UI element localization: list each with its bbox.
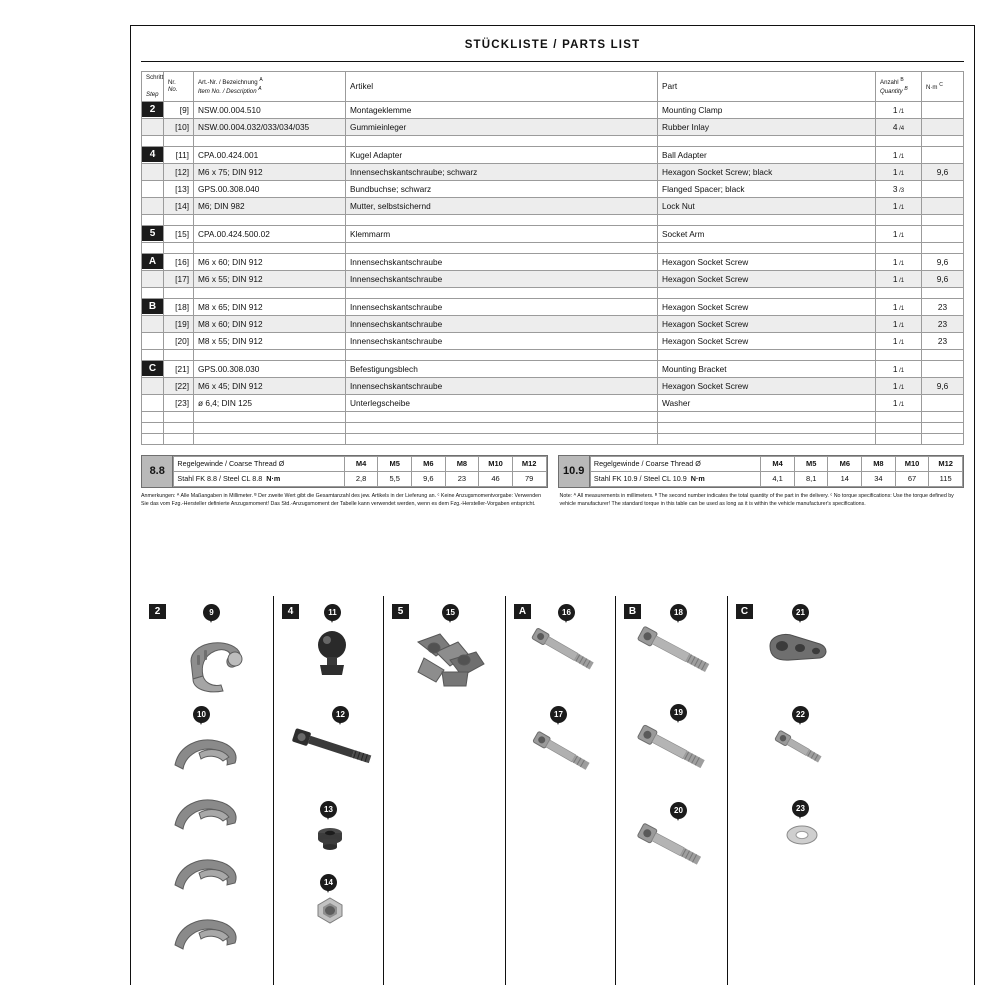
part-image-rubber-inlay-4	[169, 911, 245, 963]
row-quantity: 1 /1	[876, 146, 922, 163]
header-no: Nr. No.	[164, 72, 194, 102]
row-step	[142, 225, 164, 242]
row-item-no: [22]	[164, 377, 194, 394]
part-bubble-17: 17	[550, 706, 567, 723]
row-step	[142, 298, 164, 315]
row-quantity: 1 /1	[876, 332, 922, 349]
part-bubble-10: 10	[193, 706, 210, 723]
part-image-flanged-spacer	[312, 824, 348, 854]
table-spacer-row	[142, 214, 964, 225]
part-image-rubber-inlay-1	[169, 731, 245, 783]
step-badge: A	[142, 254, 163, 269]
table-row	[142, 146, 964, 163]
row-part: Hexagon Socket Screw	[658, 332, 876, 349]
header-torque: N·m $^C$	[922, 72, 964, 102]
table-row	[142, 360, 964, 377]
table-spacer-row	[142, 287, 964, 298]
steel-label-8-8: Stahl FK 8.8 / Steel CL 8.8 N·m	[174, 471, 344, 486]
torque-10-9-0: 4,1	[761, 471, 795, 486]
row-quantity: 1 /1	[876, 394, 922, 411]
row-article-no: NSW.00.004.032/033/034/035	[194, 118, 346, 135]
row-torque	[922, 197, 964, 214]
thread-10-9-5: M12	[929, 456, 963, 471]
table-row	[142, 118, 964, 135]
thread-label-8-8: Regelgewinde / Coarse Thread Ø	[174, 456, 344, 471]
torque-class-10-9: 10.9	[559, 456, 590, 487]
thread-8-8-4: M10	[479, 456, 513, 471]
part-image-screw-m6x75	[284, 724, 380, 770]
row-quantity: 4 /4	[876, 118, 922, 135]
row-step	[142, 180, 164, 197]
part-bubble-16: 16	[558, 604, 575, 621]
steel-label-10-9: Stahl FK 10.9 / Steel CL 10.9 N·m	[590, 471, 760, 486]
step-badge: 5	[142, 226, 163, 241]
row-article-no: CPA.00.424.500.02	[194, 225, 346, 242]
row-artikel: Innensechskantschraube	[346, 315, 658, 332]
row-part: Lock Nut	[658, 197, 876, 214]
table-row	[142, 163, 964, 180]
row-item-no: [21]	[164, 360, 194, 377]
row-artikel: Unterlegscheibe	[346, 394, 658, 411]
row-item-no: [14]	[164, 197, 194, 214]
row-quantity: 1 /1	[876, 298, 922, 315]
row-step	[142, 163, 164, 180]
table-row	[142, 394, 964, 411]
torque-8-8-4: 46	[479, 471, 513, 486]
row-artikel: Klemmarm	[346, 225, 658, 242]
torque-table-10-9	[558, 455, 965, 488]
row-article-no: GPS.00.308.030	[194, 360, 346, 377]
step-badge-4: 4	[282, 604, 299, 619]
row-step	[142, 377, 164, 394]
header-article-no: Art.-Nr. / Bezeichnung $^A$ Item No. / Description $^A$	[194, 72, 346, 102]
row-torque: 9,6	[922, 377, 964, 394]
step-badge: 4	[142, 147, 163, 162]
row-item-no: [11]	[164, 146, 194, 163]
row-article-no: M6 x 55; DIN 912	[194, 270, 346, 287]
row-artikel: Innensechskantschraube	[346, 332, 658, 349]
header-part: Part	[658, 72, 876, 102]
row-article-no: M6 x 75; DIN 912	[194, 163, 346, 180]
row-part: Hexagon Socket Screw	[658, 298, 876, 315]
row-artikel: Befestigungsblech	[346, 360, 658, 377]
row-torque	[922, 394, 964, 411]
table-spacer-row	[142, 135, 964, 146]
thread-label-10-9: Regelgewinde / Coarse Thread Ø	[590, 456, 760, 471]
part-bubble-15: 15	[442, 604, 459, 621]
parts-table	[141, 71, 964, 445]
torque-10-9-2: 14	[828, 471, 862, 486]
row-step	[142, 332, 164, 349]
torque-8-8-0: 2,8	[344, 471, 378, 486]
illustration-column-2	[141, 596, 273, 985]
title-divider	[141, 61, 964, 62]
row-artikel: Innensechskantschraube	[346, 298, 658, 315]
torque-grid-10-9	[590, 456, 963, 487]
row-item-no: [16]	[164, 253, 194, 270]
footnote-en: Note: ᴬ All measurements in millimeters. ᴮ The second number indicates the total quantity of the part in the delivery. ᶜ No torque specifications: Use the torque defined by vehicle manufacturer! The standard torque in this table can be used as long as it is within the vehicle manufacturer's specifications.	[559, 492, 954, 507]
row-quantity: 1 /1	[876, 197, 922, 214]
row-step	[142, 197, 164, 214]
row-torque: 9,6	[922, 163, 964, 180]
row-quantity: 1 /1	[876, 225, 922, 242]
row-part: Mounting Bracket	[658, 360, 876, 377]
row-step	[142, 146, 164, 163]
table-spacer-row	[142, 433, 964, 444]
table-row	[142, 253, 964, 270]
part-bubble-9: 9	[203, 604, 220, 621]
row-torque	[922, 180, 964, 197]
row-step	[142, 394, 164, 411]
thread-10-9-3: M8	[862, 456, 896, 471]
table-spacer-row	[142, 411, 964, 422]
header-quantity: Anzahl $^B$ Quantity $^B$	[876, 72, 922, 102]
illustration-column-4	[273, 596, 383, 985]
illustration-column-A	[505, 596, 615, 985]
row-step	[142, 253, 164, 270]
row-quantity: 1 /1	[876, 315, 922, 332]
row-item-no: [20]	[164, 332, 194, 349]
part-bubble-13: 13	[320, 801, 337, 818]
row-step	[142, 315, 164, 332]
row-part: Hexagon Socket Screw	[658, 253, 876, 270]
row-item-no: [12]	[164, 163, 194, 180]
row-torque: 23	[922, 315, 964, 332]
document-frame	[130, 25, 975, 985]
torque-tables	[141, 455, 964, 488]
table-row	[142, 101, 964, 118]
thread-8-8-1: M5	[378, 456, 412, 471]
row-quantity: 1 /1	[876, 360, 922, 377]
torque-class-8-8: 8.8	[142, 456, 173, 487]
thread-10-9-1: M5	[794, 456, 828, 471]
table-spacer-row	[142, 242, 964, 253]
row-article-no: M6 x 45; DIN 912	[194, 377, 346, 394]
part-bubble-20: 20	[670, 802, 687, 819]
row-step	[142, 360, 164, 377]
part-bubble-18: 18	[670, 604, 687, 621]
row-article-no: M6; DIN 982	[194, 197, 346, 214]
row-article-no: M8 x 60; DIN 912	[194, 315, 346, 332]
parts-table-header	[142, 72, 964, 102]
row-article-no: CPA.00.424.001	[194, 146, 346, 163]
row-artikel: Innensechskantschraube	[346, 377, 658, 394]
part-image-screw-m8x65	[626, 626, 726, 678]
torque-8-8-3: 23	[445, 471, 479, 486]
part-bubble-19: 19	[670, 704, 687, 721]
row-artikel: Innensechskantschraube	[346, 253, 658, 270]
row-item-no: [9]	[164, 101, 194, 118]
row-torque: 23	[922, 332, 964, 349]
part-bubble-22: 22	[792, 706, 809, 723]
row-article-no: ø 6,4; DIN 125	[194, 394, 346, 411]
thread-10-9-2: M6	[828, 456, 862, 471]
row-artikel: Kugel Adapter	[346, 146, 658, 163]
row-quantity: 1 /1	[876, 253, 922, 270]
torque-grid-8-8	[173, 456, 546, 487]
row-quantity: 3 /3	[876, 180, 922, 197]
part-bubble-14: 14	[320, 874, 337, 891]
torque-8-8-5: 79	[512, 471, 546, 486]
row-part: Socket Arm	[658, 225, 876, 242]
header-step: Schritt Step	[142, 72, 164, 102]
row-item-no: [23]	[164, 394, 194, 411]
part-image-screw-m8x55	[626, 822, 722, 874]
row-artikel: Montageklemme	[346, 101, 658, 118]
part-image-ball-adapter	[310, 629, 354, 679]
part-image-rubber-inlay-2	[169, 791, 245, 843]
row-item-no: [19]	[164, 315, 194, 332]
illustration-area	[141, 596, 964, 985]
part-image-rubber-inlay-3	[169, 851, 245, 903]
table-row	[142, 270, 964, 287]
row-part: Rubber Inlay	[658, 118, 876, 135]
row-part: Flanged Spacer; black	[658, 180, 876, 197]
row-item-no: [10]	[164, 118, 194, 135]
row-torque	[922, 118, 964, 135]
step-badge-A: A	[514, 604, 531, 619]
row-torque	[922, 101, 964, 118]
table-spacer-row	[142, 349, 964, 360]
part-bubble-21: 21	[792, 604, 809, 621]
row-artikel: Innensechskantschraube	[346, 270, 658, 287]
row-quantity: 1 /1	[876, 377, 922, 394]
torque-8-8-1: 5,5	[378, 471, 412, 486]
table-row	[142, 225, 964, 242]
row-article-no: M6 x 60; DIN 912	[194, 253, 346, 270]
table-row	[142, 377, 964, 394]
parts-table-body	[142, 101, 964, 444]
illustration-column-C	[727, 596, 857, 985]
header-artikel: Artikel	[346, 72, 658, 102]
torque-10-9-4: 67	[895, 471, 929, 486]
row-artikel: Gummieinleger	[346, 118, 658, 135]
table-row	[142, 315, 964, 332]
row-article-no: M8 x 55; DIN 912	[194, 332, 346, 349]
page-title: STÜCKLISTE / PARTS LIST	[464, 39, 641, 51]
thread-8-8-5: M12	[512, 456, 546, 471]
torque-table-8-8	[141, 455, 548, 488]
part-image-screw-m6x45	[764, 726, 838, 770]
row-part: Washer	[658, 394, 876, 411]
part-image-screw-m6x55	[520, 726, 606, 776]
row-article-no: NSW.00.004.510	[194, 101, 346, 118]
step-badge-C: C	[736, 604, 753, 619]
part-image-screw-m8x60	[626, 724, 724, 776]
table-row	[142, 298, 964, 315]
row-article-no: M8 x 65; DIN 912	[194, 298, 346, 315]
row-part: Hexagon Socket Screw	[658, 377, 876, 394]
step-badge: C	[142, 361, 163, 376]
row-step	[142, 101, 164, 118]
row-step	[142, 118, 164, 135]
thread-8-8-3: M8	[445, 456, 479, 471]
step-badge: B	[142, 299, 163, 314]
step-badge: 2	[142, 102, 163, 117]
table-row	[142, 180, 964, 197]
row-quantity: 1 /1	[876, 163, 922, 180]
thread-8-8-2: M6	[411, 456, 445, 471]
row-step	[142, 270, 164, 287]
torque-10-9-1: 8,1	[794, 471, 828, 486]
row-torque	[922, 360, 964, 377]
part-image-mounting-bracket	[764, 628, 834, 670]
table-row	[142, 197, 964, 214]
table-row	[142, 332, 964, 349]
torque-8-8-2: 9,6	[411, 471, 445, 486]
thread-10-9-4: M10	[895, 456, 929, 471]
part-bubble-11: 11	[324, 604, 341, 621]
row-item-no: [18]	[164, 298, 194, 315]
row-quantity: 1 /1	[876, 270, 922, 287]
row-artikel: Mutter, selbstsichernd	[346, 197, 658, 214]
row-item-no: [15]	[164, 225, 194, 242]
step-badge-2: 2	[149, 604, 166, 619]
row-part: Hexagon Socket Screw	[658, 315, 876, 332]
thread-8-8-0: M4	[344, 456, 378, 471]
part-bubble-12: 12	[332, 706, 349, 723]
row-torque	[922, 225, 964, 242]
part-image-lock-nut	[312, 896, 348, 926]
footnote-de: Anmerkungen: ᴬ Alle Maßangaben in Millimeter. ᴮ Der zweite Wert gibt die Gesamtanzahl des jew. Artikels in der Lieferung an. ᶜ Keine Anzugsmomentvorgabe: Verwenden Sie das vom Fzg.-Hersteller definierte Anzugsmoment! Das Std.-Anzugsmoment der Tabelle kann verwendet werden, wenn es dem Fzg.-Hersteller-Vorgaben entspricht.	[141, 492, 542, 507]
part-bubble-23: 23	[792, 800, 809, 817]
illustration-column-5	[383, 596, 505, 985]
row-part: Hexagon Socket Screw; black	[658, 163, 876, 180]
row-part: Ball Adapter	[658, 146, 876, 163]
row-torque: 23	[922, 298, 964, 315]
part-image-socket-arm	[406, 626, 502, 698]
row-item-no: [17]	[164, 270, 194, 287]
row-article-no: GPS.00.308.040	[194, 180, 346, 197]
torque-10-9-3: 34	[862, 471, 896, 486]
row-torque	[922, 146, 964, 163]
part-image-screw-m6x60	[518, 624, 610, 676]
row-torque: 9,6	[922, 270, 964, 287]
row-artikel: Innensechskantschraube; schwarz	[346, 163, 658, 180]
row-part: Mounting Clamp	[658, 101, 876, 118]
row-quantity: 1 /1	[876, 101, 922, 118]
row-artikel: Bundbuchse; schwarz	[346, 180, 658, 197]
part-image-washer	[786, 824, 818, 846]
step-badge-5: 5	[392, 604, 409, 619]
row-torque: 9,6	[922, 253, 964, 270]
step-badge-B: B	[624, 604, 641, 619]
footnotes	[141, 493, 964, 508]
part-image-mounting-clamp	[177, 631, 253, 693]
row-item-no: [13]	[164, 180, 194, 197]
illustration-column-B	[615, 596, 727, 985]
thread-10-9-0: M4	[761, 456, 795, 471]
torque-10-9-5: 115	[929, 471, 963, 486]
row-part: Hexagon Socket Screw	[658, 270, 876, 287]
table-spacer-row	[142, 422, 964, 433]
